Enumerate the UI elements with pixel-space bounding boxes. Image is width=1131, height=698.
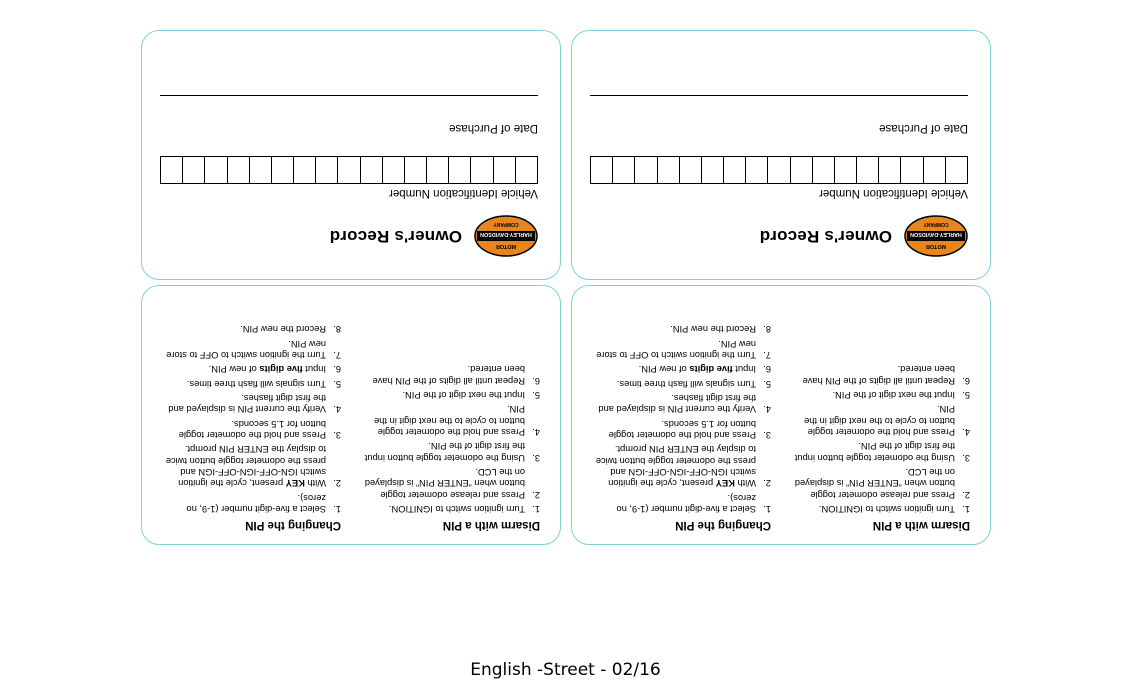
vin-cell[interactable] (900, 157, 922, 183)
list-item: With KEY present, cycle the ignition switch IGN-OFF-IGN-OFF-IGN and press the odometer toggle button twice to display the ENTER PIN prompt. (165, 444, 326, 489)
vin-cell[interactable] (878, 157, 900, 183)
vin-cell[interactable] (337, 157, 359, 183)
list-item: Select a five-digit number (1-9, no zeros). (186, 492, 326, 514)
vin-cell[interactable] (945, 157, 967, 183)
vin-cell[interactable] (182, 157, 204, 183)
vin-cell[interactable] (812, 157, 834, 183)
list-item: Repeat until all digits of the PIN have been entered. (802, 364, 955, 386)
date-of-purchase-line[interactable] (590, 95, 968, 96)
vin-cell[interactable] (249, 157, 271, 183)
vin-label: Vehicle Identification Number (819, 187, 968, 199)
disarm-heading: Disarm with a PIN (872, 519, 970, 531)
list-item: Input five digits of new PIN. (208, 364, 326, 375)
instructions-column-b (586, 296, 771, 532)
vin-cell[interactable] (745, 157, 767, 183)
instructions-column-a (355, 296, 540, 532)
owners-record-card-left (141, 30, 561, 280)
vin-cell[interactable] (591, 157, 612, 183)
list-item: Turn the ignition switch to OFF to store new PIN. (596, 338, 756, 361)
vin-cell[interactable] (856, 157, 878, 183)
document-footer: English -Street - 02/16 (470, 660, 661, 680)
vin-cell[interactable] (470, 157, 492, 183)
svg-text:COMPANY: COMPANY (923, 221, 949, 227)
vin-input-boxes[interactable] (160, 156, 538, 184)
vin-cell[interactable] (382, 157, 404, 183)
list-item: Input the next digit of the PIN. (832, 390, 955, 401)
date-of-purchase-label: Date of Purchase (879, 122, 968, 134)
vin-cell[interactable] (360, 157, 382, 183)
harley-davidson-logo-icon (474, 215, 538, 257)
instructions-column-a (785, 296, 970, 532)
list-item: Press and release odometer toggle button when “ENTER PIN” is displayed on the LCD. (364, 467, 525, 500)
vin-cell[interactable] (723, 157, 745, 183)
instructions-column-b (156, 296, 341, 532)
vin-cell[interactable] (767, 157, 789, 183)
list-item: Verify the current PIN is displayed and the first digit flashes. (598, 393, 756, 415)
list-item: Turn the ignition switch to OFF to store new PIN. (166, 338, 326, 361)
harley-davidson-logo-icon (904, 215, 968, 257)
vin-cell[interactable] (679, 157, 701, 183)
svg-text:HARLEY-DAVIDSON: HARLEY-DAVIDSON (910, 231, 962, 237)
owners-record-card-right (571, 30, 991, 280)
list-item: Input five digits of new PIN. (638, 364, 756, 375)
list-item: Turn signals will flash three times. (616, 378, 756, 389)
list-item: Turn signals will flash three times. (186, 378, 326, 389)
vin-cell[interactable] (426, 157, 448, 183)
vin-input-boxes[interactable] (590, 156, 968, 184)
vin-cell[interactable] (634, 157, 656, 183)
changing-steps (586, 323, 771, 514)
vin-cell[interactable] (657, 157, 679, 183)
list-item: With KEY present, cycle the ignition switch IGN-OFF-IGN-OFF-IGN and press the odometer toggle button twice to display the ENTER PIN prompt. (595, 444, 756, 489)
owners-record-title: Owner's Record (759, 227, 892, 246)
vin-cell[interactable] (834, 157, 856, 183)
svg-text:HARLEY-DAVIDSON: HARLEY-DAVIDSON (480, 231, 532, 237)
list-item: Record the new PIN. (670, 324, 756, 335)
vin-cell[interactable] (315, 157, 337, 183)
list-item: Select a five-digit number (1-9, no zeros). (616, 492, 756, 514)
disarm-heading: Disarm with a PIN (442, 519, 540, 531)
disarm-steps (355, 363, 540, 514)
vin-label: Vehicle Identification Number (389, 187, 538, 199)
list-item: Press and hold the odometer toggle button for 1.5 seconds. (178, 418, 326, 441)
vin-cell[interactable] (612, 157, 634, 183)
vin-cell[interactable] (293, 157, 315, 183)
pin-instructions-card-right (571, 285, 991, 545)
list-item: Press and hold the odometer toggle button to cycle to the next digit in the PIN. (804, 404, 955, 438)
list-item: Verify the current PIN is displayed and the first digit flashes. (168, 393, 326, 415)
pin-instructions-card-left (141, 285, 561, 545)
changing-heading: Changing the PIN (675, 519, 771, 531)
vin-cell[interactable] (404, 157, 426, 183)
vin-cell[interactable] (204, 157, 226, 183)
vin-cell[interactable] (448, 157, 470, 183)
vin-cell[interactable] (161, 157, 182, 183)
svg-text:COMPANY: COMPANY (493, 221, 519, 227)
vin-cell[interactable] (515, 157, 537, 183)
vin-cell[interactable] (493, 157, 515, 183)
svg-text:MOTOR: MOTOR (496, 243, 516, 249)
vin-cell[interactable] (227, 157, 249, 183)
list-item: Press and hold the odometer toggle button for 1.5 seconds. (608, 418, 756, 441)
list-item: Turn ignition switch to IGNITION. (818, 503, 955, 514)
list-item: Turn ignition switch to IGNITION. (388, 503, 525, 514)
disarm-steps (785, 363, 970, 514)
vin-cell[interactable] (701, 157, 723, 183)
vin-cell[interactable] (271, 157, 293, 183)
list-item: Input the next digit of the PIN. (402, 390, 525, 401)
changing-heading: Changing the PIN (245, 519, 341, 531)
vin-cell[interactable] (923, 157, 945, 183)
date-of-purchase-label: Date of Purchase (449, 122, 538, 134)
owners-record-title: Owner's Record (329, 227, 462, 246)
changing-steps (156, 323, 341, 514)
vin-cell[interactable] (790, 157, 812, 183)
list-item: Using the odometer toggle button input the first digit of the PIN. (364, 441, 525, 463)
list-item: Press and hold the odometer toggle button to cycle to the next digit in the PIN. (374, 404, 525, 438)
date-of-purchase-line[interactable] (160, 95, 538, 96)
list-item: Record the new PIN. (240, 324, 326, 335)
list-item: Press and release odometer toggle button when “ENTER PIN” is displayed on the LCD. (794, 467, 955, 500)
list-item: Using the odometer toggle button input the first digit of the PIN. (794, 441, 955, 463)
owners-record-header (594, 215, 968, 257)
list-item: Repeat until all digits of the PIN have been entered. (372, 364, 525, 386)
svg-text:MOTOR: MOTOR (926, 243, 946, 249)
owners-record-header (164, 215, 538, 257)
